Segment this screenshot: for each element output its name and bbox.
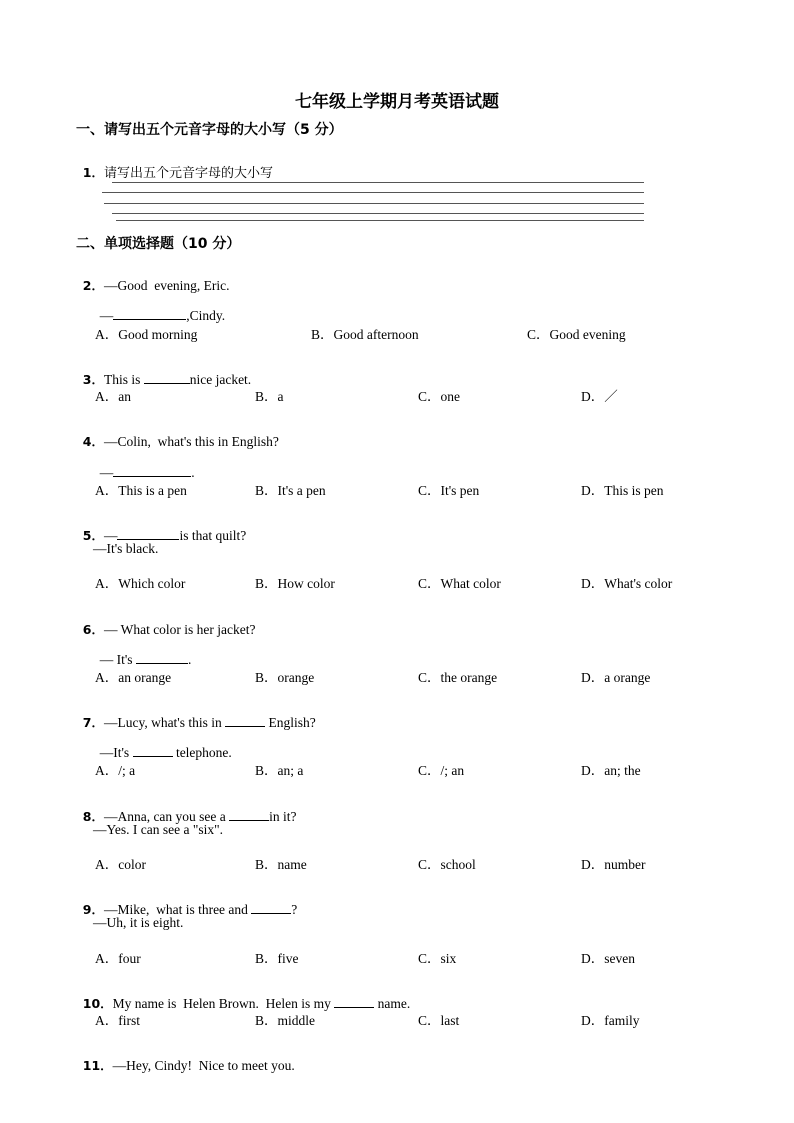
answer-blank[interactable] [251,901,291,914]
option-b[interactable]: B．a [255,389,284,404]
question-text-end: ? [291,902,298,917]
option-c[interactable]: C．the orange [418,670,498,685]
question-11 [76,1040,295,1074]
question-number: 8． [82,809,104,824]
dash: — [99,465,114,480]
question-text: 请写出五个元音字母的大小写 [103,166,273,181]
question-number: 9． [82,902,104,917]
option-c[interactable]: C．last [418,1013,460,1028]
question-9 [76,884,297,918]
question-text: —Good evening, Eric. [103,278,230,293]
option-d[interactable]: D．／ [581,389,618,404]
option-b[interactable]: B．Good afternoon [311,327,419,342]
question-2-answer-line [93,291,225,324]
option-a[interactable]: A．an [95,389,131,404]
answer-blank[interactable] [229,808,269,821]
answer-blank[interactable] [133,744,173,757]
option-a[interactable]: A．an orange [95,670,172,685]
question-number: 7． [82,715,104,730]
question-6-answer-line [93,635,191,668]
question-4 [76,416,279,450]
question-text: —Anna, can you see a [103,809,230,824]
question-7-answer-line [93,728,232,761]
answer-blank[interactable] [113,464,191,477]
question-text: —Colin, what's this in English? [103,434,279,449]
option-a[interactable]: A．four [95,951,141,966]
question-9-response: —Uh, it is eight. [93,915,184,930]
answer-blank[interactable] [225,714,265,727]
answer-blank[interactable] [113,307,186,320]
option-c[interactable]: C．school [418,857,476,872]
question-3 [76,354,251,388]
question-text: This is [103,372,144,387]
section-heading-2: 二、单项选择题（10 分） [76,236,241,252]
question-number: 5． [82,528,104,543]
line-text: ,Cindy. [186,308,226,323]
question-text-end: nice jacket. [189,372,252,387]
option-b[interactable]: B．middle [255,1013,315,1028]
page-title: 七年级上学期月考英语试题 [295,92,499,112]
option-c[interactable]: C．one [418,389,460,404]
option-d[interactable]: D．This is pen [581,483,664,498]
option-c[interactable]: C．What color [418,576,501,591]
dash: — [103,528,118,543]
line-text: — It's [99,652,136,667]
option-a[interactable]: A．Which color [95,576,186,591]
answer-blank[interactable] [136,651,188,664]
option-a[interactable]: A．This is a pen [95,483,187,498]
question-number: 10． [82,996,113,1011]
line-text: . [191,465,195,480]
option-d[interactable]: D．number [581,857,646,872]
question-text-end: name. [374,996,411,1011]
question-number: 11． [82,1058,113,1073]
line-text-end: . [187,652,192,667]
option-d[interactable]: D．What's color [581,576,673,591]
option-b[interactable]: B．five [255,951,299,966]
line-text-end: telephone. [172,745,232,760]
question-number: 2． [82,278,104,293]
answer-blank[interactable] [144,371,190,384]
option-b[interactable]: B．name [255,857,307,872]
question-5 [76,510,246,544]
question-text: — What color is her jacket? [103,622,256,637]
option-b[interactable]: B．orange [255,670,315,685]
question-text: is that quilt? [179,528,247,543]
question-4-answer-line [93,448,195,481]
line-text: —It's [99,745,133,760]
option-c[interactable]: C．It's pen [418,483,480,498]
question-text-end: English? [265,715,316,730]
question-6 [76,604,256,638]
option-d[interactable]: D．a orange [581,670,651,685]
option-d[interactable]: D．family [581,1013,640,1028]
option-b[interactable]: B．It's a pen [255,483,326,498]
option-a[interactable]: A．/; a [95,763,136,778]
question-number: 3． [82,372,104,387]
question-10 [76,978,410,1012]
question-1 [76,146,273,181]
option-b[interactable]: B．How color [255,576,335,591]
question-text: —Mike, what is three and [103,902,252,917]
option-d[interactable]: D．an; the [581,763,641,778]
question-8-response: —Yes. I can see a "six". [93,822,224,837]
answer-blank[interactable] [117,527,179,540]
section-heading-1: 一、请写出五个元音字母的大小写（5 分） [76,122,343,138]
option-d[interactable]: D．seven [581,951,635,966]
option-a[interactable]: A．first [95,1013,140,1028]
option-a[interactable]: A．Good morning [95,327,198,342]
question-number: 4． [82,434,104,449]
answer-writing-lines[interactable] [100,178,644,224]
question-5-response: —It's black. [93,541,159,556]
question-7 [76,697,316,731]
question-number: 6． [82,622,104,637]
option-c[interactable]: C．Good evening [527,327,626,342]
option-a[interactable]: A．color [95,857,146,872]
question-text: —Lucy, what's this in [103,715,226,730]
dash: — [99,308,114,323]
option-c[interactable]: C．/; an [418,763,465,778]
question-text: My name is Helen Brown. Helen is my [112,996,335,1011]
question-2 [76,260,230,294]
option-c[interactable]: C．six [418,951,457,966]
question-number: 1． [82,165,104,180]
answer-blank[interactable] [334,995,374,1008]
question-text: —Hey, Cindy! Nice to meet you. [112,1058,295,1073]
question-text-end: in it? [269,809,297,824]
option-b[interactable]: B．an; a [255,763,304,778]
question-8 [76,791,297,825]
